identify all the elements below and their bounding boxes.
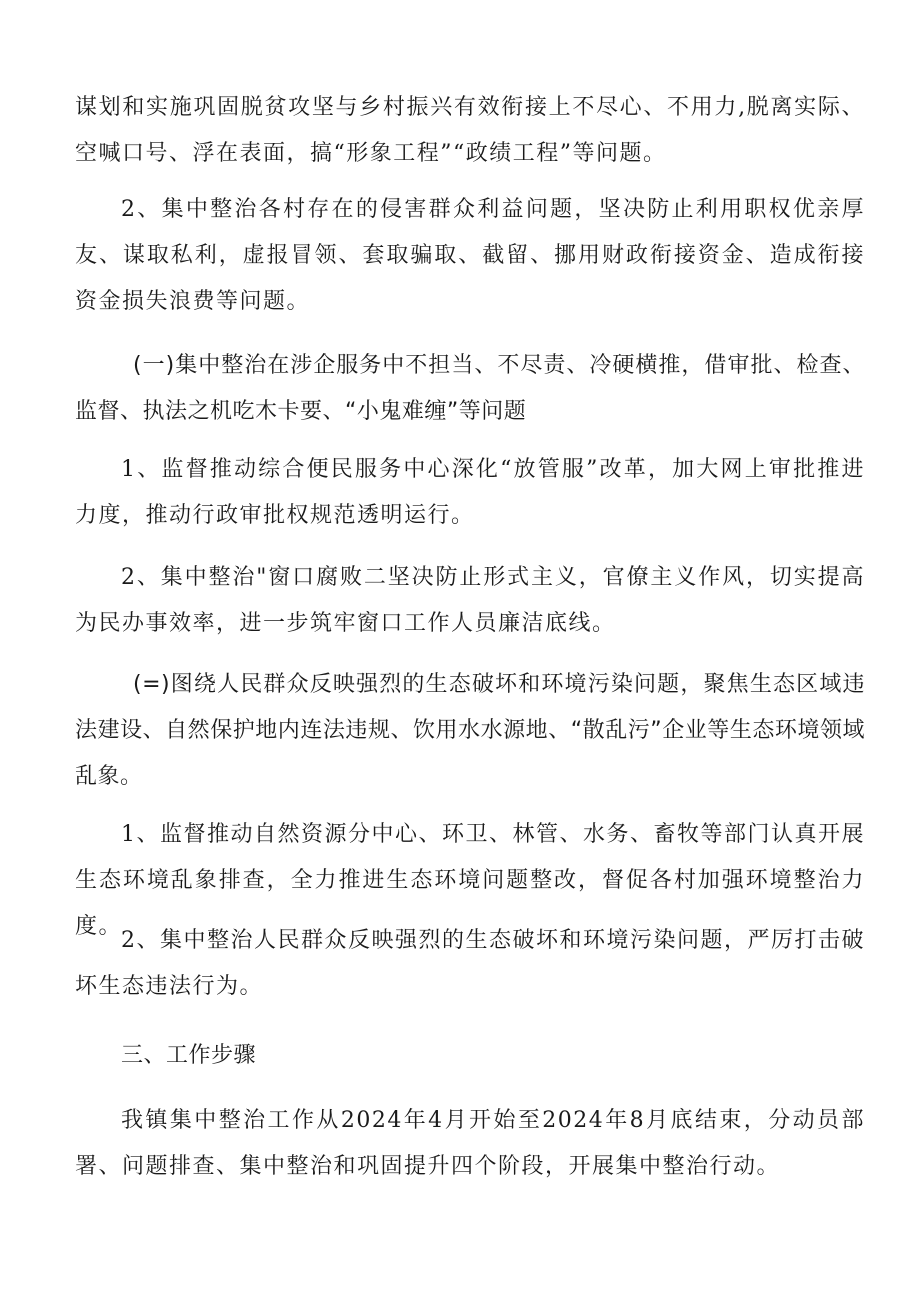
paragraph-work-schedule: 我镇集中整治工作从2024年4月开始至2024年8月底结束，分动员部署、问题排查、集中整治和巩固提升四个阶段，开展集中整治行动。 [75,1108,865,1179]
heading-section-2-ecology: (=)图绕人民群众反映强烈的生态破坏和环境污染问题，聚焦生态区域违法建设、自然保护地内连法违规、饮用水水源地、“散乱污”企业等生态环境领域乱象。 [75,672,865,789]
paragraph-item-1-ecology-inspection: 1、监督推动自然资源分中心、环卫、林管、水务、畜牧等部门认真开展生态环境乱象排查，全力推进生态环境问题整改，督促各村加强环境整治力度。 [75,822,865,939]
paragraph-item-2-village-interests: 2、集中整治各村存在的侵害群众利益问题，坚决防止利用职权优亲厚友、谋取私利，虚报冒领、套取骗取、截留、挪用财政衔接资金、造成衔接资金损失浪费等问题。 [75,197,865,314]
paragraph-continuation: 谋划和实施巩固脱贫攻坚与乡村振兴有效衔接上不尽心、不用力,脱离实际、空喊口号、浮在表面，搞“形象工程”“政绩工程”等问题。 [75,95,865,166]
heading-section-1-enterprise-services: (一)集中整治在涉企服务中不担当、不尽责、冷硬横推，借审批、检查、监督、执法之机吃木卡要、“小鬼难缠”等问题 [75,353,865,424]
paragraph-item-2-ecology-enforcement: 2、集中整治人民群众反映强烈的生态破坏和环境污染问题，严厉打击破坏生态违法行为。 [75,928,865,999]
paragraph-item-2-window-corruption: 2、集中整治"窗口腐败二坚决防止形式主义，官僚主义作风，切实提高为民办事效率，进一步筑牢窗口工作人员廉洁底线。 [75,565,865,636]
paragraph-item-1-service-reform: 1、监督推动综合便民服务中心深化“放管服”改革，加大网上审批推进力度，推动行政审批权规范透明运行。 [75,457,865,528]
section-title-work-steps: 三、工作步骤 [121,1043,257,1068]
